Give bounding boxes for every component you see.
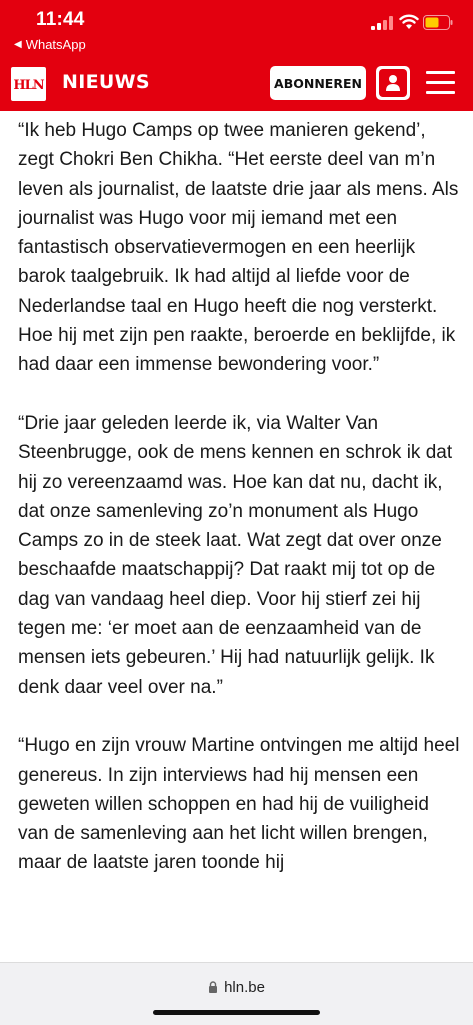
subscribe-button[interactable]: ABONNEREN <box>270 66 366 100</box>
battery-icon <box>423 15 453 30</box>
status-time: 11:44 <box>36 9 85 30</box>
url-text: hln.be <box>224 979 265 996</box>
article-paragraph: “Hugo en zijn vrouw Martine ontvingen me altijd heel genereus. In zijn interviews had hij mensen een geweten willen schoppen en had hij de vuiligheid van de samenleving aan het licht willen brengen, maar de laatste jaren toonde hij <box>18 735 460 874</box>
url-display[interactable] <box>0 979 473 996</box>
user-icon <box>379 69 407 97</box>
section-title[interactable]: NIEUWS <box>62 71 150 93</box>
top-bar <box>0 0 473 111</box>
article-body <box>18 116 464 878</box>
hln-logo[interactable] <box>11 67 46 101</box>
home-indicator[interactable] <box>153 1010 320 1015</box>
cellular-signal-icon <box>371 16 393 30</box>
browser-address-bar[interactable] <box>0 962 473 1025</box>
back-app-label: WhatsApp <box>25 37 86 52</box>
account-button[interactable] <box>376 66 410 100</box>
wifi-icon <box>399 13 419 31</box>
hamburger-menu-icon[interactable] <box>426 71 455 95</box>
article-paragraph: “Drie jaar geleden leerde ik, via Walter Van Steenbrugge, ook de mens kennen en schrok ik dat hij zo vereenzaamd was. Hoe kan dat nu, dacht ik, dat onze samenleving zo’n monument als Hugo Camps zo in de steek laat. Wat zegt dat over onze beschaafde maatschappij? Dat raakt mij tot op de dag van vandaag heel diep. Voor hij stierf zei hij tegen me: ‘er moet aan de eenzaamheid van de mensen iets gebeuren.’ Hij had natuurlijk gelijk. Ik denk daar veel over na.” <box>18 412 453 698</box>
logo-text: HLN <box>13 78 44 93</box>
back-arrow-icon: ◀ <box>14 39 22 50</box>
article-paragraph: “Ik heb Hugo Camps op twee manieren gekend’, zegt Chokri Ben Chikha. “Het eerste deel van m’n leven als journalist, de laatste drie jaar als mens. Als journalist was Hugo voor mij iemand met een fantastisch observatievermogen en een heerlijk barok taalgebruik. Ik had altijd al liefde voor de Nederlandse taal en Hugo heeft die nog versterkt. Hoe hij met zijn pen raakte, beroerde en beklijfde, ik had daar een immense bewondering voor.” <box>18 120 459 376</box>
back-to-app-link[interactable] <box>14 37 86 52</box>
lock-icon <box>208 981 218 993</box>
